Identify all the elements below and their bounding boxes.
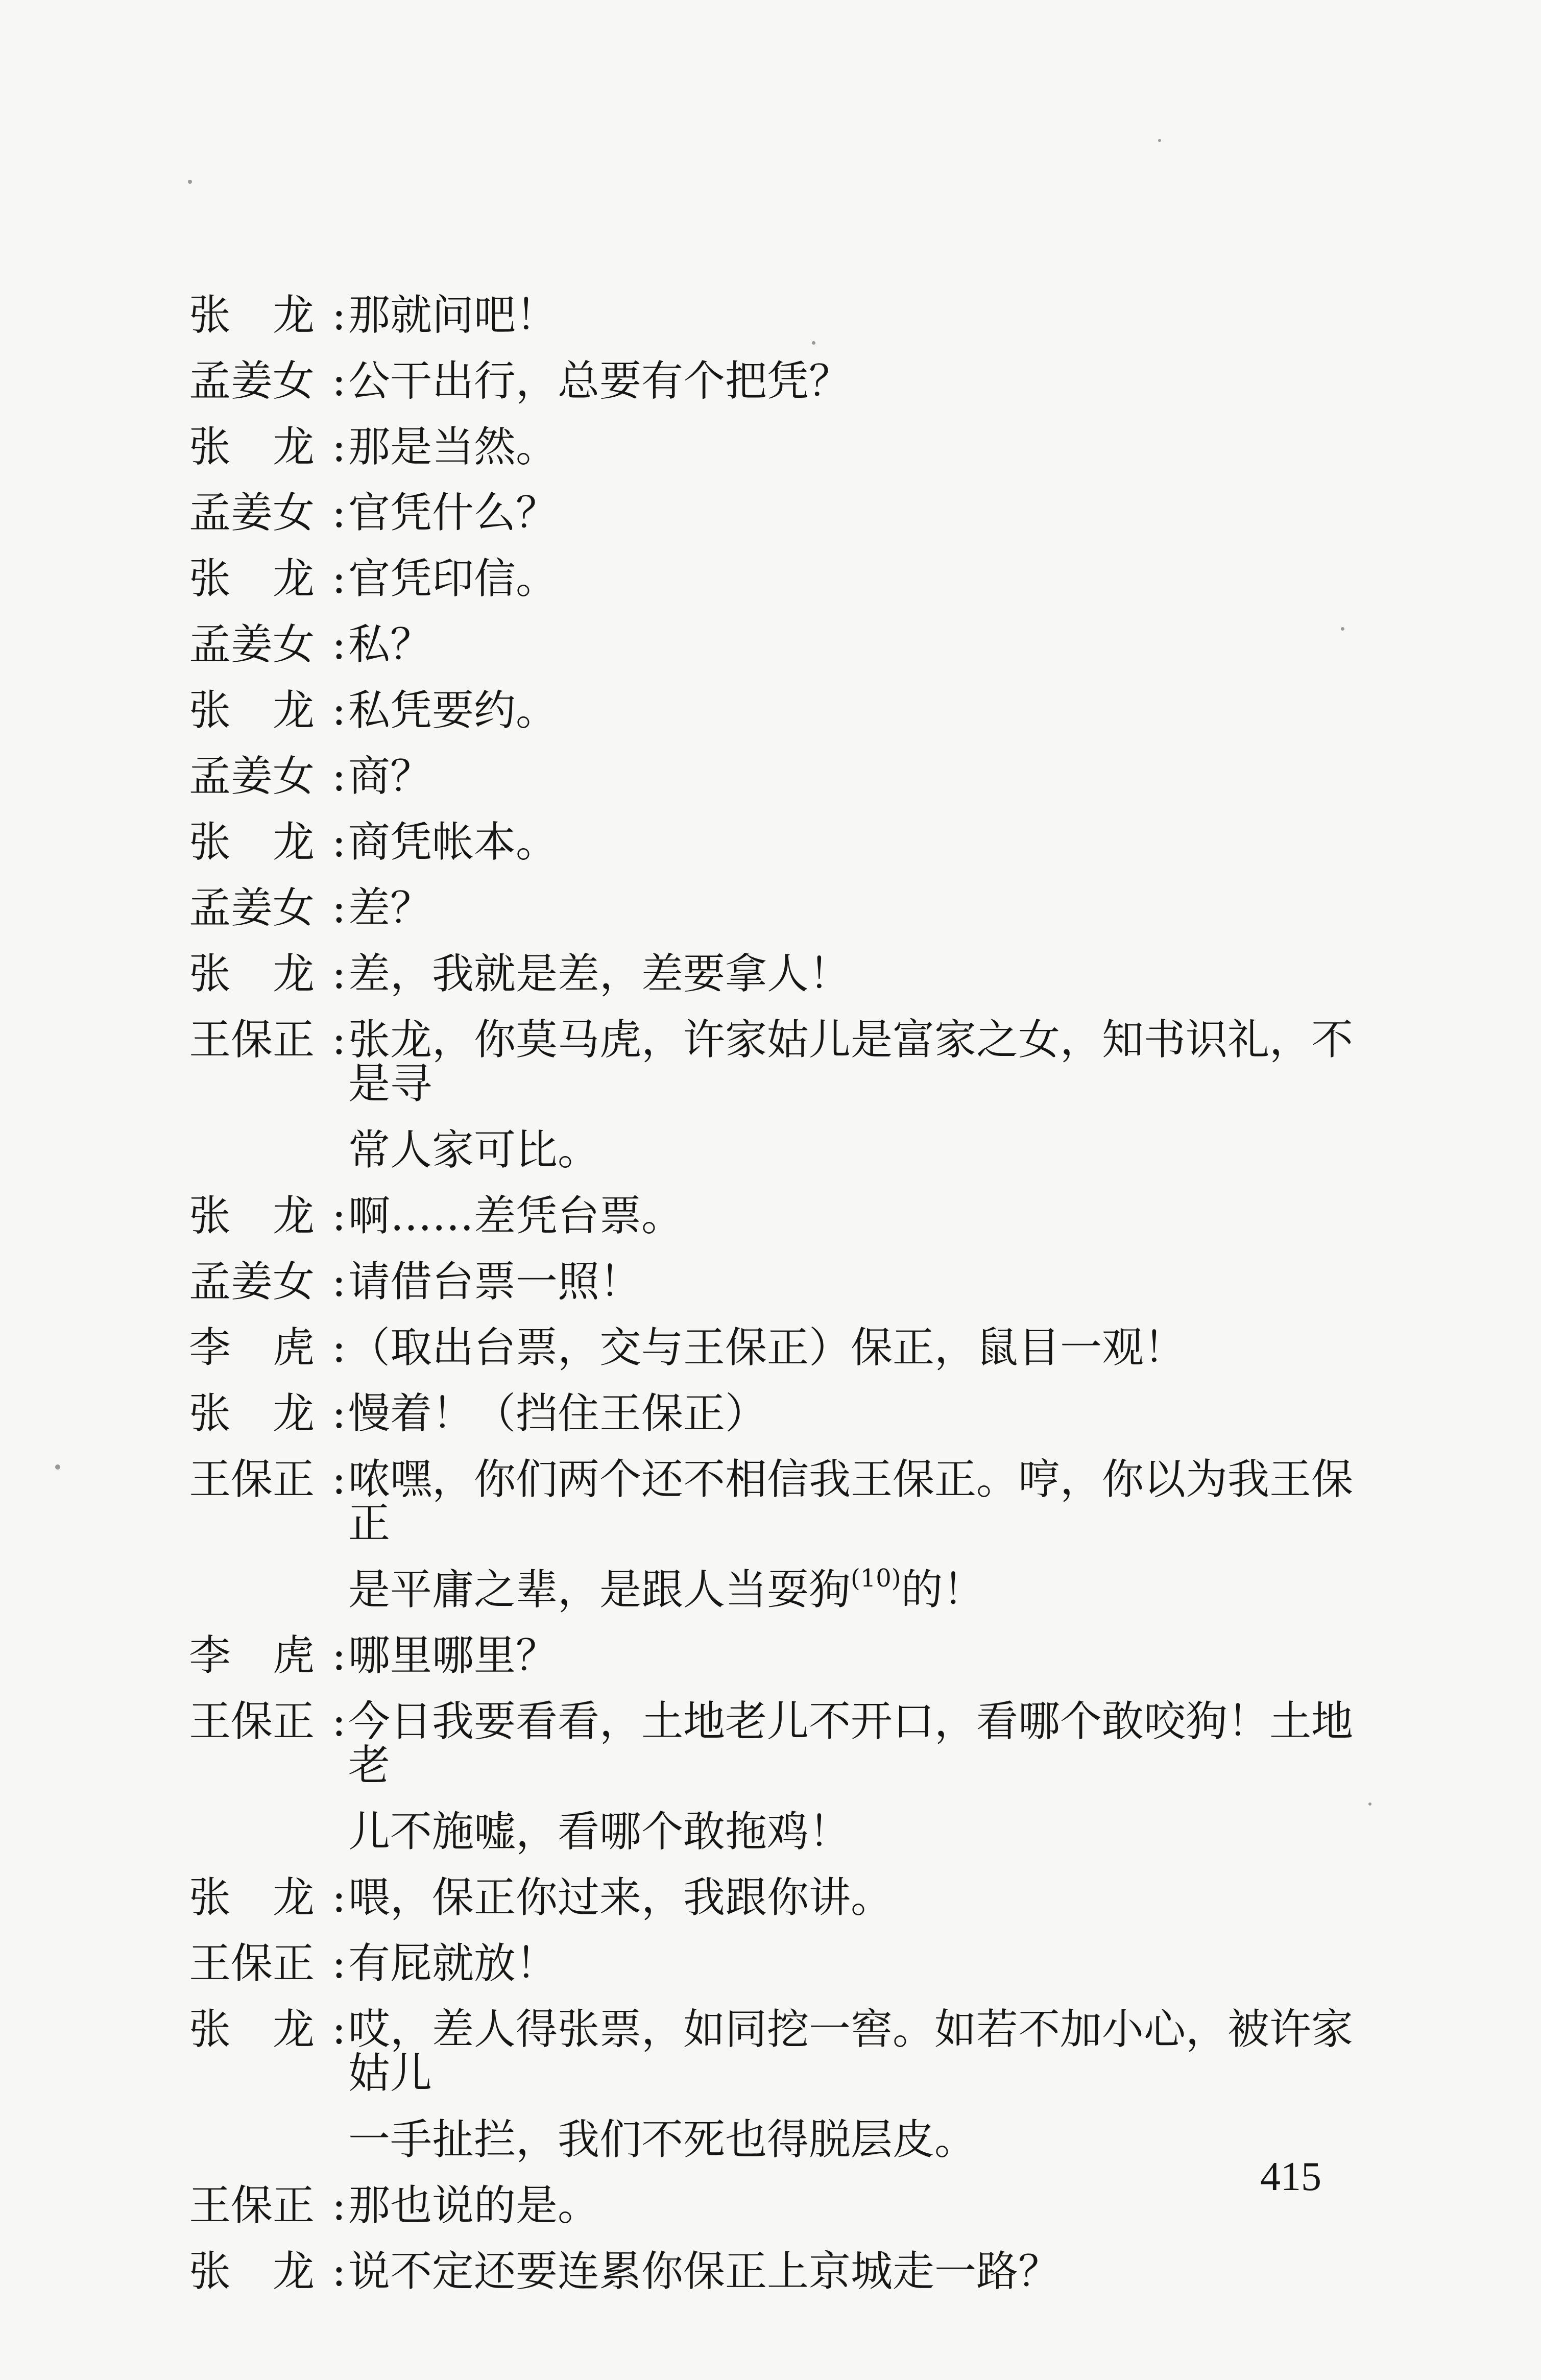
- page-number: 415: [1260, 2154, 1321, 2199]
- dialogue-text-line: 官凭印信。: [348, 555, 558, 603]
- dialogue-text: [348, 952, 1384, 996]
- speaker-name: 孟姜女: [189, 489, 315, 537]
- dialogue-text: [348, 1873, 1384, 1922]
- speaker-name: 张 龙: [189, 291, 315, 340]
- speaker-name: 张 龙: [189, 686, 315, 735]
- dialogue-text: [348, 818, 1384, 867]
- speaker-name: 张 龙: [189, 2247, 315, 2296]
- dialogue-text-line: 慢着！（挡住王保正）: [348, 1389, 767, 1438]
- dialogue-text: [348, 2181, 1384, 2230]
- dialogue-text-continuation: [348, 2115, 1384, 2164]
- dialogue-text-continuation: [348, 1810, 1384, 1854]
- dialogue-text-line: （取出台票，交与王保正）保正，鼠目一观！: [348, 1324, 1186, 1372]
- speaker-separator: :: [332, 423, 346, 471]
- dialogue-text: [348, 752, 1384, 801]
- speaker-name: 张 龙: [189, 1192, 315, 1240]
- dialogue-text: [348, 686, 1384, 735]
- dialogue-line: [189, 1194, 1384, 1238]
- dialogue-line: [189, 1389, 1384, 1438]
- dialogue-text-line: 商？: [348, 752, 432, 801]
- speaker-name: 王保正: [189, 2181, 315, 2230]
- speaker-name: 王保正: [189, 1016, 315, 1064]
- speaker-separator: :: [332, 950, 346, 998]
- speaker-separator: :: [332, 2005, 346, 2054]
- speaker-name: 孟姜女: [189, 1258, 315, 1306]
- speaker-name: 张 龙: [189, 818, 315, 867]
- dialogue-line: [189, 620, 1384, 669]
- scan-speck: [1158, 139, 1161, 142]
- speaker-separator: :: [332, 1389, 346, 1438]
- dialogue-text-line: 商凭帐本。: [348, 818, 558, 867]
- dialogue-text: [348, 1389, 1384, 1438]
- dialogue-line: [189, 557, 1384, 601]
- scan-speck: [1341, 627, 1344, 631]
- dialogue-line: [189, 752, 1384, 801]
- speaker-separator: :: [332, 2247, 346, 2296]
- dialogue-text-line: 说不定还要连累你保正上京城走一路？: [348, 2247, 1061, 2296]
- speaker-name: 孟姜女: [189, 357, 315, 405]
- dialogue-text-continuation: [348, 1564, 1384, 1614]
- dialogue-line: [189, 1018, 1384, 1172]
- speaker-name: 李 虎: [189, 1324, 315, 1372]
- speaker-name: 张 龙: [189, 423, 315, 471]
- continuation-text-after-note: 的！: [901, 1566, 985, 1614]
- speaker-separator: :: [332, 1324, 346, 1372]
- scan-speck: [188, 180, 192, 184]
- dialogue-text-line: 公干出行，总要有个把凭？: [348, 357, 851, 405]
- dialogue-text-line: 哪里哪里？: [348, 1631, 558, 1680]
- script-body: [189, 291, 1384, 2316]
- scan-speck: [1368, 1802, 1371, 1806]
- dialogue-text-line: 请借台票一照！: [348, 1258, 642, 1306]
- dialogue-line: [189, 491, 1384, 535]
- dialogue-line: [189, 952, 1384, 996]
- speaker-name: 孟姜女: [189, 884, 315, 932]
- speaker-separator: :: [332, 620, 346, 669]
- dialogue-line: [189, 818, 1384, 867]
- scan-speck: [55, 1464, 60, 1470]
- dialogue-text-continuation: [348, 1128, 1384, 1172]
- speaker-separator: :: [332, 884, 346, 932]
- speaker-name: 李 虎: [189, 1631, 315, 1680]
- continuation-text: 是平庸之辈，是跟人当耍狗: [348, 1566, 851, 1614]
- dialogue-text-line: 官凭什么？: [348, 489, 558, 537]
- speaker-separator: :: [332, 555, 346, 603]
- speaker-separator: :: [332, 1697, 346, 1746]
- speaker-separator: :: [332, 1258, 346, 1306]
- speaker-separator: :: [332, 818, 346, 867]
- dialogue-text-line: 那也说的是。: [348, 2181, 600, 2230]
- speaker-name: 孟姜女: [189, 620, 315, 669]
- speaker-name: 孟姜女: [189, 752, 315, 801]
- speaker-separator: :: [332, 1939, 346, 1988]
- speaker-name: 张 龙: [189, 1873, 315, 1922]
- dialogue-text-line: 私凭要约。: [348, 686, 558, 735]
- dialogue-text: [348, 1939, 1384, 1988]
- dialogue-line: [189, 2181, 1384, 2230]
- speaker-name: 张 龙: [189, 1389, 315, 1438]
- dialogue-text: [348, 2005, 1384, 2164]
- speaker-name: 张 龙: [189, 2005, 315, 2054]
- dialogue-text-line: 今日我要看看，土地老儿不开口，看哪个敢咬狗！土地老: [348, 1697, 1354, 1790]
- speaker-separator: :: [332, 1192, 346, 1240]
- speaker-separator: :: [332, 752, 346, 801]
- dialogue-text-line: 差，我就是差，差要拿人！: [348, 950, 851, 998]
- dialogue-text-line: 啊……差凭台票。: [348, 1192, 684, 1240]
- dialogue-text: [348, 2247, 1384, 2296]
- dialogue-line: [189, 291, 1384, 340]
- dialogue-text: [348, 425, 1384, 469]
- dialogue-text-line: 张龙，你莫马虎，许家姑儿是富家之女，知书识礼，不是寻: [348, 1016, 1354, 1108]
- dialogue-text: [348, 1260, 1384, 1304]
- dialogue-text-line: 那就问吧！: [348, 291, 558, 340]
- speaker-separator: :: [332, 2181, 346, 2230]
- speaker-separator: :: [332, 291, 346, 340]
- speaker-name: 王保正: [189, 1455, 315, 1504]
- dialogue-text-line: 哎，差人得张票，如同挖一窖。如若不加小心，被许家姑儿: [348, 2005, 1354, 2098]
- footnote-marker: (10): [851, 1564, 901, 1593]
- speaker-name: 王保正: [189, 1939, 315, 1988]
- dialogue-text: [348, 1455, 1384, 1614]
- dialogue-line: [189, 1873, 1384, 1922]
- speaker-separator: :: [332, 1631, 346, 1680]
- dialogue-text: [348, 291, 1384, 340]
- dialogue-text: [348, 1631, 1384, 1680]
- speaker-name: 张 龙: [189, 950, 315, 998]
- dialogue-text-line: 差？: [348, 884, 432, 932]
- dialogue-text-line: 有屁就放！: [348, 1939, 558, 1988]
- continuation-text: 常人家可比。: [348, 1126, 600, 1174]
- dialogue-line: [189, 425, 1384, 469]
- dialogue-line: [189, 1631, 1384, 1680]
- dialogue-text: [348, 620, 1384, 669]
- dialogue-line: [189, 2247, 1384, 2296]
- speaker-name: 王保正: [189, 1697, 315, 1746]
- dialogue-line: [189, 1455, 1384, 1614]
- speaker-name: 张 龙: [189, 555, 315, 603]
- continuation-text: 儿不施嘘，看哪个敢拖鸡！: [348, 1808, 851, 1856]
- continuation-text: 一手扯拦，我们不死也得脱层皮。: [348, 2115, 977, 2164]
- speaker-separator: :: [332, 1016, 346, 1064]
- dialogue-text: [348, 491, 1384, 535]
- speaker-separator: :: [332, 357, 346, 405]
- dialogue-text-line: 喂，保正你过来，我跟你讲。: [348, 1873, 893, 1922]
- speaker-separator: :: [332, 686, 346, 735]
- dialogue-text-line: 那是当然。: [348, 423, 558, 471]
- dialogue-line: [189, 359, 1384, 403]
- dialogue-text: [348, 1194, 1384, 1238]
- dialogue-line: [189, 886, 1384, 930]
- dialogue-text-line: 哝嘿，你们两个还不相信我王保正。哼，你以为我王保正: [348, 1455, 1354, 1548]
- dialogue-line: [189, 686, 1384, 735]
- dialogue-text: [348, 1018, 1384, 1172]
- speaker-separator: :: [332, 1455, 346, 1504]
- scan-speck: [812, 341, 815, 345]
- dialogue-line: [189, 1326, 1384, 1370]
- dialogue-text: [348, 1326, 1384, 1370]
- dialogue-text: [348, 557, 1384, 601]
- speaker-separator: :: [332, 489, 346, 537]
- dialogue-text: [348, 359, 1384, 403]
- dialogue-line: [189, 1697, 1384, 1856]
- dialogue-text: [348, 886, 1384, 930]
- dialogue-line: [189, 1939, 1384, 1988]
- speaker-separator: :: [332, 1873, 346, 1922]
- dialogue-line: [189, 2005, 1384, 2164]
- dialogue-text: [348, 1697, 1384, 1856]
- dialogue-text-line: 私？: [348, 620, 432, 669]
- dialogue-line: [189, 1260, 1384, 1304]
